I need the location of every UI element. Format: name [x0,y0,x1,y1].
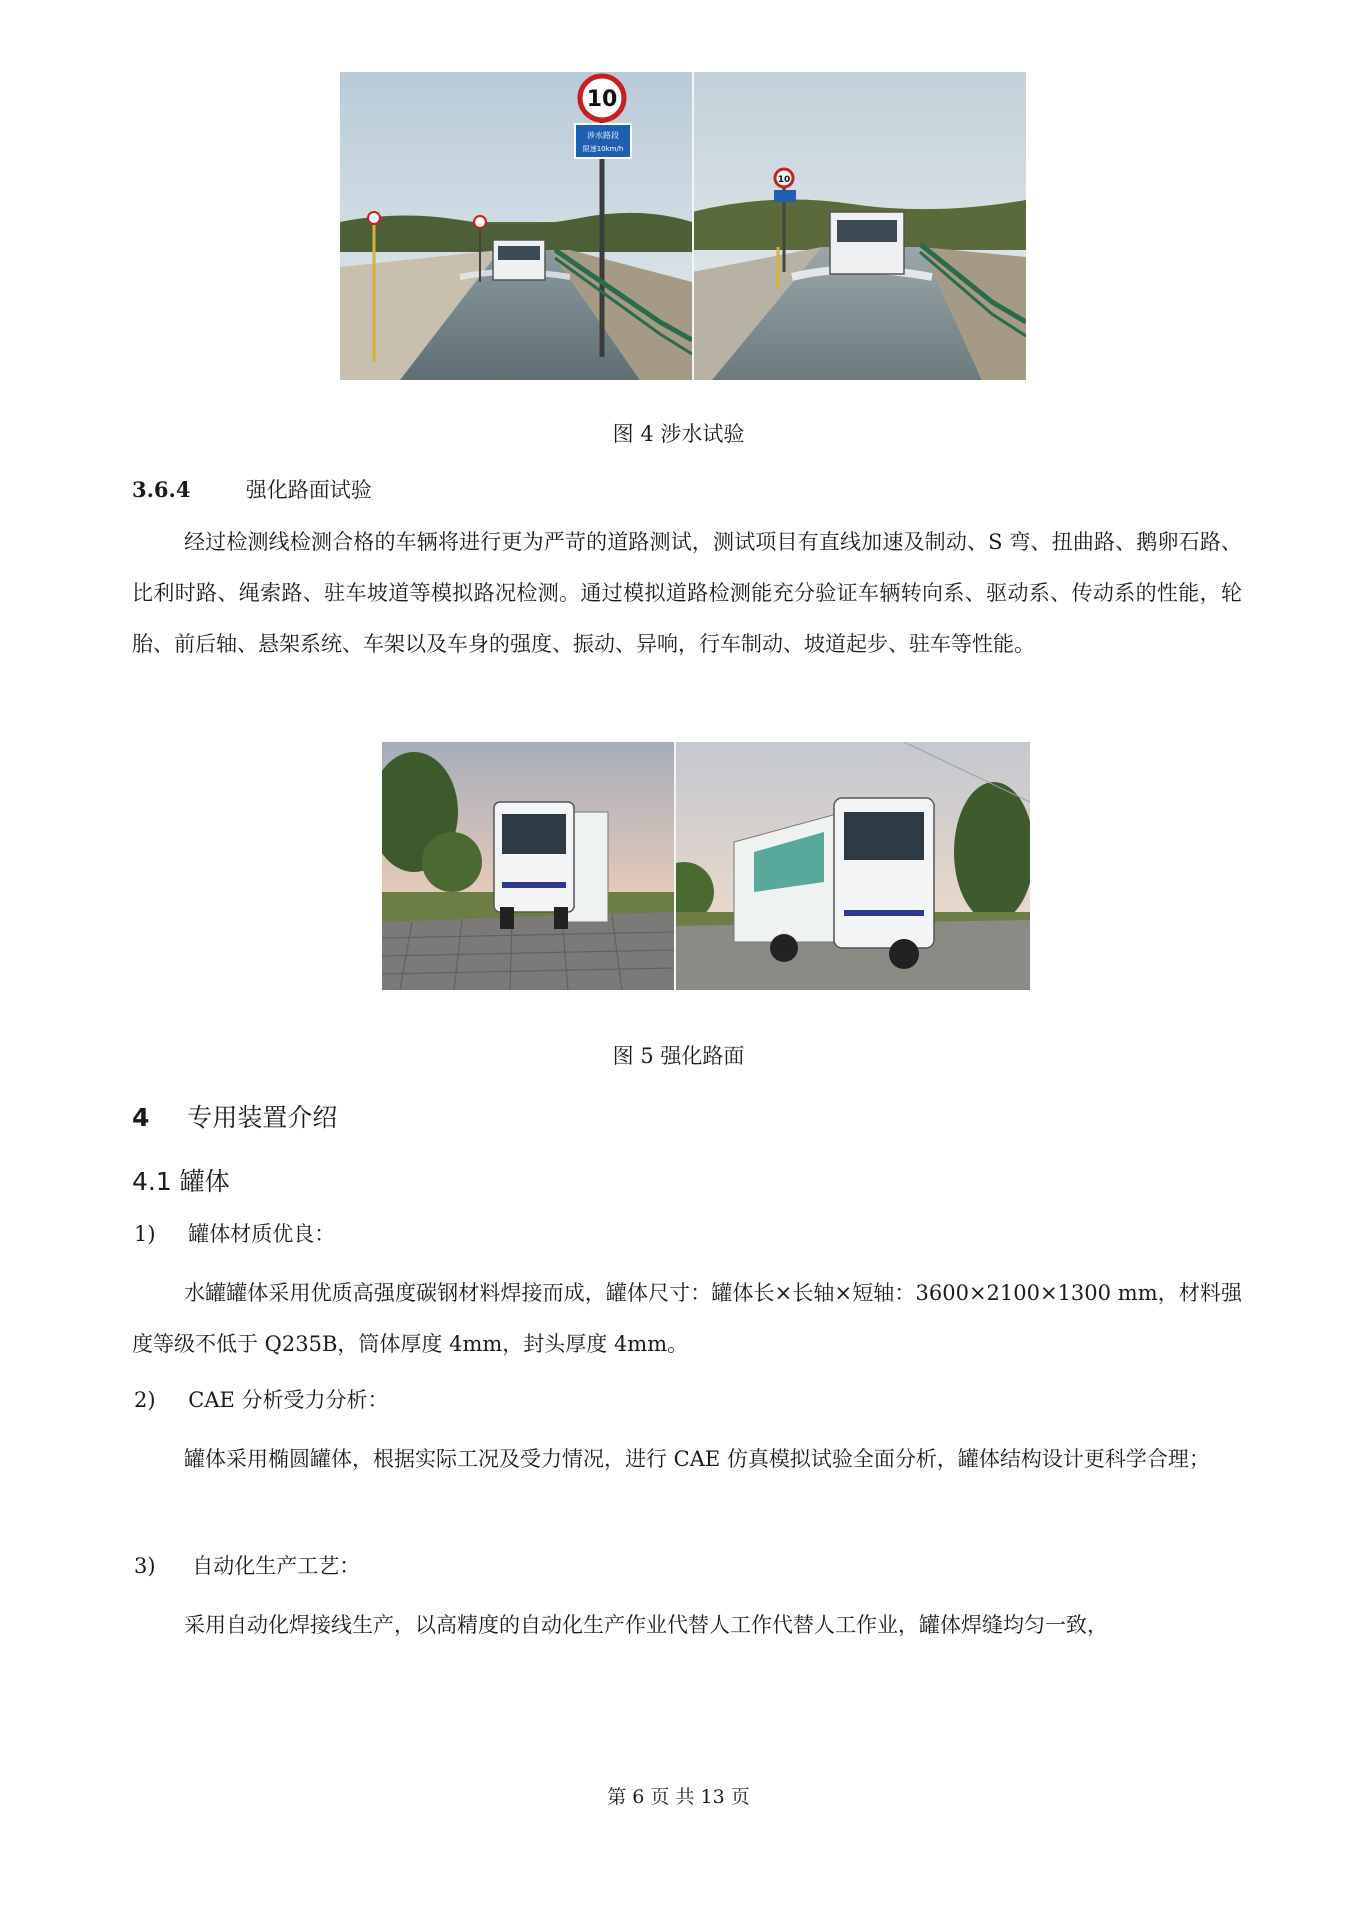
list-marker: 3) [134,1554,156,1578]
figure-5-photo-right [674,742,1030,990]
wading-scene-right [692,72,1026,380]
reinforced-road-scene-left [382,742,674,990]
list-item-2-body: 罐体采用椭圆罐体，根据实际工况及受力情况，进行 CAE 仿真模拟试验全面分析，罐体结构设计更科学合理； [184,1447,1210,1471]
list-item-title: 罐体材质优良： [188,1222,336,1246]
figure-4-photo-right [692,72,1026,380]
truck-icon [493,240,545,280]
figure-5-photo-left [382,742,674,990]
truck-icon [494,802,608,929]
figure-4-photo-left [340,72,692,380]
speed-limit-value: 10 [777,175,791,185]
section-3-6-4-paragraph: 经过检测线检测合格的车辆将进行更为严苛的道路测试，测试项目有直线加速及制动、S 弯、扭曲路、鹅卵石路、比利时路、绳索路、驻车坡道等模拟路况检测。通过模拟道路检测能充分验证车辆转向系、驱动系、传动系的性能，轮胎、前后轴、悬架系统、车架以及车身的强度、振动、异响，行车制动、坡道起步、驻车等性能。 [132,530,1242,656]
wading-sign-line2: 限速10km/h [582,145,624,153]
reinforced-road-scene-right [674,742,1030,990]
list-item-3-title [134,1550,360,1580]
section-4-title: 专用装置介绍 [187,1103,338,1132]
truck-icon [830,212,904,274]
wading-scene-left [340,72,692,380]
list-item-3-body: 采用自动化焊接线生产，以高精度的自动化生产作业代替人工作代替人工作业，罐体焊缝均匀一致， [184,1613,1108,1637]
page-footer: 第 6 页 共 13 页 [607,1786,750,1808]
list-item-title: CAE 分析受力分析： [188,1388,389,1412]
subsection-4-1-heading: 4.1 罐体 [132,1167,230,1196]
list-item-2-title [134,1384,389,1414]
section-title: 强化路面试验 [245,478,372,502]
figure-4-caption: 图 4 涉水试验 [612,422,745,446]
list-item-1-body: 水罐罐体采用优质高强度碳钢材料焊接而成，罐体尺寸：罐体长×长轴×短轴：3600×2100×1300 mm，材料强度等级不低于 Q235B，筒体厚度 4mm，封头厚度 4mm。 [132,1281,1242,1356]
list-item-1-title [134,1218,335,1248]
list-marker: 2) [134,1388,156,1412]
section-number: 3.6.4 [132,477,191,502]
list-item-title: 自动化生产工艺： [192,1554,361,1578]
wading-sign-line1: 涉水路段 [587,131,619,140]
section-4-heading [132,1098,337,1134]
list-marker: 1) [134,1222,156,1246]
section-3-6-4-heading [132,474,372,504]
speed-limit-value: 10 [586,87,618,112]
section-4-number: 4 [132,1103,150,1132]
figure-5-caption: 图 5 强化路面 [612,1044,745,1068]
